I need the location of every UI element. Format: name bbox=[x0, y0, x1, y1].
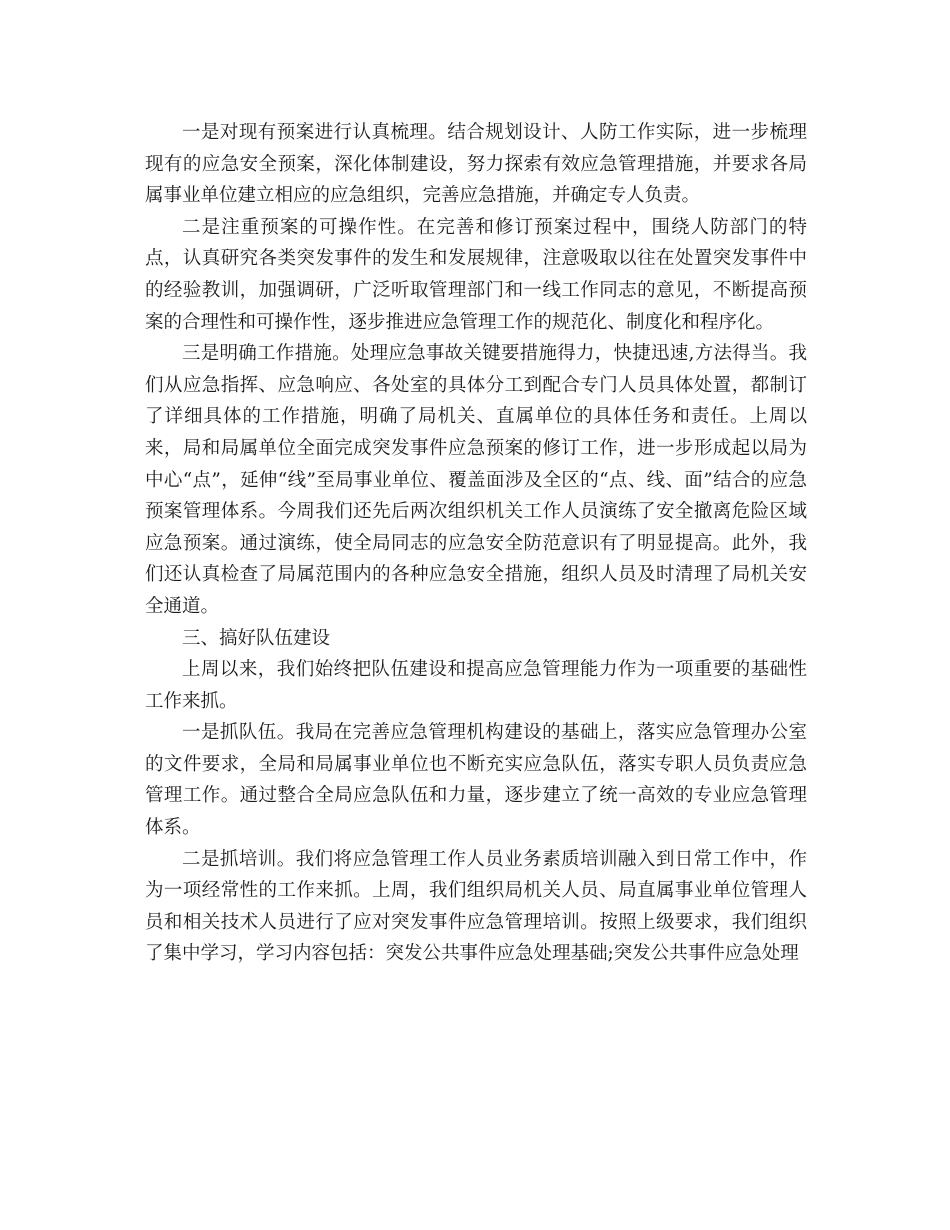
paragraph-team: 一是抓队伍。我局在完善应急管理机构建设的基础上，落实应急管理办公室的文件要求，全局和局属事业单位也不断充实应急队伍，落实专职人员负责应急管理工作。通过整合全局应急队伍和力量，逐步建立了统一高效的专业应急管理体系。 bbox=[145, 722, 807, 839]
paragraph-plan-operability: 二是注重预案的可操作性。在完善和修订预案过程中，围绕人防部门的特点，认真研究各类突发事件的发生和发展规律，注意吸取以往在处置突发事件中的经验教训，加强调研，广泛听取管理部门和一线工作同志的意见，不断提高预案的合理性和可操作性，逐步推进应急管理工作的规范化、制度化和程序化。 bbox=[145, 216, 807, 333]
document-body bbox=[145, 117, 807, 970]
paragraph-team-building-intro: 上周以来，我们始终把队伍建设和提高应急管理能力作为一项重要的基础性工作来抓。 bbox=[145, 659, 807, 712]
paragraph-review-plans: 一是对现有预案进行认真梳理。结合规划设计、人防工作实际，进一步梳理现有的应急安全预案，深化体制建设，努力探索有效应急管理措施，并要求各局属事业单位建立相应的应急组织，完善应急措施，并确定专人负责。 bbox=[145, 122, 807, 207]
paragraph-training: 二是抓培训。我们将应急管理工作人员业务素质培训融入到日常工作中，作为一项经常性的工作来抓。上周，我们组织局机关人员、局直属事业单位管理人员和相关技术人员进行了应对突发事件应急管理培训。按照上级要求，我们组织了集中学习，学习内容包括：突发公共事件应急处理基础;突发公共事件应急处理 bbox=[145, 848, 807, 965]
section-heading-team-building: 三、搞好队伍建设 bbox=[182, 627, 331, 649]
paragraph-work-measures: 三是明确工作措施。处理应急事故关键要措施得力，快捷迅速,方法得当。我们从应急指挥、应急响应、各处室的具体分工到配合专门人员具体处置，都制订了详细具体的工作措施，明确了局机关、直属单位的具体任务和责任。上周以来，局和局属单位全面完成突发事件应急预案的修订工作，进一步形成起以局为中心“点”，延伸“线”至局事业单位、覆盖面涉及全区的“点、线、面”结合的应急预案管理体系。今周我们还先后两次组织机关工作人员演练了安全撤离危险区域应急预案。通过演练，使全局同志的应急安全防范意识有了明显提高。此外，我们还认真检查了局属范围内的各种应急安全措施，组织人员及时清理了局机关安全通道。 bbox=[145, 343, 807, 617]
